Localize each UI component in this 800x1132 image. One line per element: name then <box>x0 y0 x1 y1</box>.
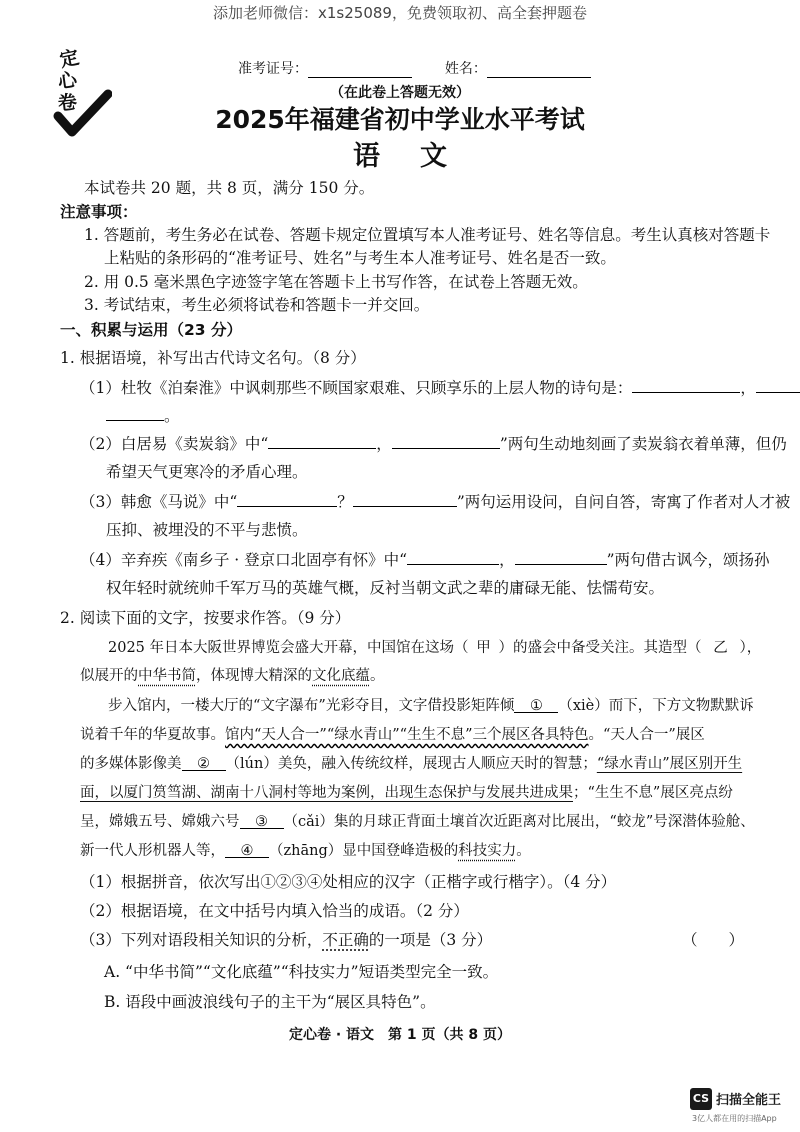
q2-stem: 2. 阅读下面的文字，按要求作答。（9 分） <box>60 609 351 627</box>
note-item-1-cont: 上粘贴的条形码的“准考证号、姓名”与考生本人准考证号、姓名是否一致。 <box>104 249 616 267</box>
answer-blank[interactable] <box>515 550 607 565</box>
sub3-text: （3）下列对语段相关知识的分析， <box>80 931 323 949</box>
passage-line-6 <box>80 781 733 802</box>
q1-part1 <box>80 376 800 398</box>
q1-part4 <box>80 548 770 570</box>
camscanner-badge-icon: CS <box>690 1088 712 1110</box>
name-label: 姓名： <box>444 61 487 77</box>
stamp-char-2: 心 <box>56 68 79 94</box>
option-a: A. “中华书简”“文化底蕴”“科技实力”短语类型完全一致。 <box>104 963 499 981</box>
q1-part3-text: （3）韩愈《马说》中“ <box>80 493 238 511</box>
passage-line-8 <box>80 839 531 860</box>
intro-text: 本试卷共 20 题，共 8 页，满分 150 分。 <box>84 179 375 197</box>
q1-part3 <box>80 490 790 512</box>
exam-subject: 语文 <box>353 141 487 172</box>
marker-2: ② <box>197 756 210 772</box>
dotted-phrase-3: 科技实力 <box>458 843 517 859</box>
q1-part3-text-b: ”两句运用设问，自问自答，寄寓了作者对人才被 <box>456 493 791 511</box>
answer-blank[interactable] <box>407 550 499 565</box>
blank-2[interactable] <box>182 756 226 771</box>
q1-part4-text-b: ”两句借古讽今，颂扬孙 <box>606 551 770 569</box>
blank-4[interactable] <box>225 843 269 858</box>
q1-part1-cont <box>106 404 180 426</box>
stamp-char-1: 定 <box>57 46 81 72</box>
q1-part2-cont: 希望天气更寒冷的矛盾心理。 <box>106 463 308 481</box>
q1-part3-cont: 压抑、被埋没的不平与悲愤。 <box>106 521 308 539</box>
section-heading-1: 一、积累与运用（23 分） <box>60 321 242 339</box>
answer-blank[interactable] <box>353 492 457 507</box>
passage-text: 步入馆内，一楼大厅的“文字瀑布”光彩夺目，文字借投影矩阵倾 <box>108 698 515 714</box>
note-item-2: 2. 用 0.5 毫米黑色字迹签字笔在答题卡上书写作答，在试卷上答题无效。 <box>84 273 588 291</box>
wavy-underlined-sentence: 馆内“天人合一”“绿水青山”“生生不息”三个展区各具特色 <box>225 727 589 743</box>
passage-text: （zhāng）显中国登峰造极的 <box>269 843 459 859</box>
q1-part1-text: （1）杜牧《泊秦淮》中讽刺那些不顾国家艰难、只顾享乐的上层人物的诗句是： <box>80 379 633 397</box>
answer-blank[interactable] <box>268 434 376 449</box>
comma: ， <box>376 435 392 453</box>
answer-paren[interactable]: （ ） <box>682 931 745 949</box>
passage-text: （xiè）而下，下方文物默默诉 <box>558 698 754 714</box>
marker-1: ① <box>529 698 543 714</box>
dotted-phrase-1: 中华书简 <box>138 668 196 684</box>
q1-part2-text: （2）白居易《卖炭翁》中“ <box>80 435 269 453</box>
blank-1[interactable] <box>514 698 558 713</box>
answer-blank[interactable] <box>392 434 500 449</box>
q1-part2-text-b: ”两句生动地刻画了卖炭翁衣着单薄，但仍 <box>499 435 787 453</box>
notes-heading: 注意事项： <box>60 203 138 221</box>
exam-id-label: 准考证号： <box>238 61 308 77</box>
comma: ， <box>740 379 756 397</box>
passage-text: ）的盛会中备受关注。其造型（ <box>498 640 702 656</box>
passage-text: ；“生生不息”展区亮点纷 <box>573 785 733 801</box>
answer-blank[interactable] <box>237 492 337 507</box>
answer-blank[interactable] <box>106 406 164 421</box>
passage-text: 2025 年日本大阪世界博览会盛大开幕，中国馆在这场（ <box>108 640 469 656</box>
passage-line-7 <box>80 810 755 831</box>
marker-4: ④ <box>240 843 254 859</box>
exam-title: 2025年福建省初中学业水平考试 <box>215 105 585 134</box>
camscanner-name: 扫描全能王 <box>716 1093 782 1108</box>
passage-line-3 <box>108 694 754 715</box>
passage-line-1 <box>108 636 761 657</box>
marker-3: ③ <box>255 814 268 830</box>
sub3-text-b: 的一项是（3 分） <box>368 931 493 949</box>
blank-jia[interactable]: 甲 <box>476 640 491 656</box>
camscanner-logo <box>690 1086 794 1126</box>
passage-text: （lún）美奂，融入传统纹样，展现古人顺应天时的智慧； <box>225 756 597 772</box>
dotted-phrase-2: 文化底蕴 <box>312 668 370 684</box>
passage-text: 呈，嫦娥五号、嫦娥六号 <box>80 814 240 830</box>
stamp-char-3: 卷 <box>56 91 79 115</box>
passage-text: 说着千年的华夏故事。 <box>80 727 225 743</box>
passage-text: 。“天人合一”展区 <box>588 727 705 743</box>
passage-line-2 <box>80 664 385 685</box>
passage-text: ）， <box>739 640 762 656</box>
answer-blank[interactable] <box>756 378 800 393</box>
emphasis-not-correct: 不正确 <box>322 931 369 949</box>
camscanner-tagline: 3亿人都在用的扫描App <box>692 1114 777 1123</box>
question-mark: ？ <box>337 493 353 511</box>
passage-text: （cǎi）集的月球正背面土壤首次近距离对比展出，“蛟龙”号深潜体验舱、 <box>283 814 755 830</box>
q1-stem: 1. 根据语境，补写出古代诗文名句。（8 分） <box>60 349 366 367</box>
blank-3[interactable] <box>240 814 284 829</box>
comma: ， <box>499 551 515 569</box>
no-answer-notice: （在此卷上答题无效） <box>330 85 470 101</box>
passage-text: 。 <box>516 843 531 859</box>
passage-text: 的多媒体影像美 <box>80 756 182 772</box>
name-field[interactable] <box>487 77 591 78</box>
passage-text: 。 <box>370 668 385 684</box>
exam-id-field[interactable] <box>308 77 412 78</box>
page-footer: 定心卷 · 语文 第 1 页（共 8 页） <box>288 1027 512 1043</box>
passage-text: 似展开的 <box>80 668 138 684</box>
answer-blank[interactable] <box>632 378 740 393</box>
passage-line-4 <box>80 723 705 744</box>
promo-banner: 添加老师微信：x1s25089，免费领取初、高全套押题卷 <box>213 4 587 22</box>
q1-part2 <box>80 432 787 454</box>
passage-line-5 <box>80 752 742 773</box>
passage-text: 新一代人形机器人等， <box>80 843 225 859</box>
q2-sub1: （1）根据拼音，依次写出①②③④处相应的汉字（正楷字或行楷字）。（4 分） <box>80 873 617 891</box>
period: 。 <box>164 407 180 425</box>
q2-sub2: （2）根据语境，在文中括号内填入恰当的成语。（2 分） <box>80 902 469 920</box>
passage-text: ，体现博大精深的 <box>196 668 312 684</box>
option-b: B. 语段中画波浪线句子的主干为“展区具特色”。 <box>104 993 436 1011</box>
note-item-1: 1. 答题前，考生务必在试卷、答题卡规定位置填写本人准考证号、姓名等信息。考生认真核对答题卡 <box>84 226 771 244</box>
underlined-sentence-cont: 面，以厦门筼筜湖、湖南十八洞村等地为案例，出现生态保护与发展共进成果 <box>80 785 573 801</box>
blank-yi[interactable]: 乙 <box>713 640 728 656</box>
q1-part4-text: （4）辛弃疾《南乡子 · 登京口北固亭有怀》中“ <box>80 551 408 569</box>
candidate-info-row <box>238 58 591 78</box>
underlined-sentence: “绿水青山”展区别开生 <box>596 756 743 772</box>
q1-part4-cont: 权年轻时就统帅千军万马的英雄气概，反衬当朝文武之辈的庸碌无能、怯懦苟安。 <box>106 579 665 597</box>
q2-sub3 <box>80 928 492 950</box>
note-item-3: 3. 考试结束，考生必须将试卷和答题卡一并交回。 <box>84 296 430 314</box>
